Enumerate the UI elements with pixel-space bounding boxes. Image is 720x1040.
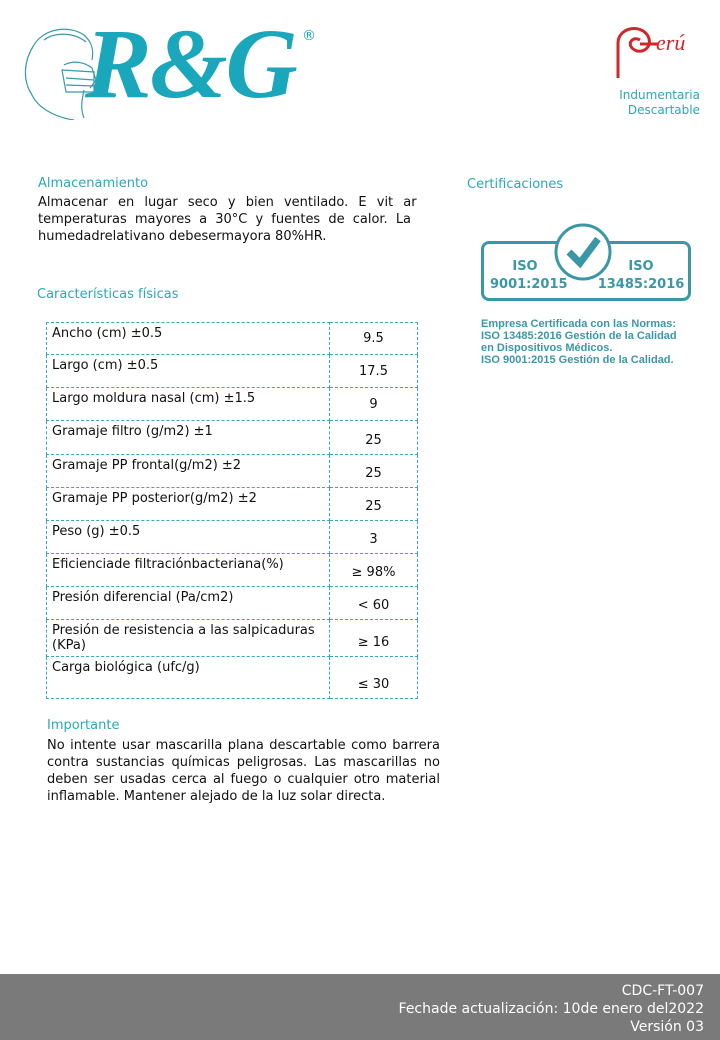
spec-value: ≤ 30 xyxy=(330,657,418,699)
storage-line: temperaturas mayores a 30°C y fuentes de calor. La xyxy=(38,212,412,227)
table-row xyxy=(47,620,418,657)
peru-brand-logo-icon xyxy=(610,18,710,88)
important-text: No intente usar mascarilla plana descartable como barrera contra sustancias químicas peligrosas. Las mascarillas no deben ser usadas cerca al fuego o cualquier otro material inflamable. Mantener alejado de la luz solar directa. xyxy=(47,738,440,804)
cert-line: ISO 13485:2016 Gestión de la Calidad xyxy=(481,330,677,342)
table-row xyxy=(47,521,418,554)
physical-specs-table xyxy=(46,322,418,699)
spec-value: 25 xyxy=(330,455,418,488)
certifications-title: Certificaciones xyxy=(467,177,564,192)
update-date: Fechade actualización: 10de enero del2022 xyxy=(398,1001,704,1017)
spec-label: Largo moldura nasal (cm) ±1.5 xyxy=(47,388,330,421)
spec-value: 9 xyxy=(330,388,418,421)
storage-line: humedadrelativano debesermayora 80%HR. xyxy=(38,229,327,244)
iso-number: 13485:2016 xyxy=(597,277,685,292)
spec-value: 25 xyxy=(330,421,418,455)
spec-value: 25 xyxy=(330,488,418,521)
table-row xyxy=(47,488,418,521)
table-row xyxy=(47,355,418,388)
checkmark-icon xyxy=(553,222,613,282)
certification-text xyxy=(481,318,677,366)
spec-value: ≥ 98% xyxy=(330,554,418,587)
tagline-line: Descartable xyxy=(627,103,700,117)
iso-label: ISO xyxy=(512,259,538,274)
spec-label: Largo (cm) ±0.5 xyxy=(47,355,330,388)
iso-label: ISO xyxy=(628,259,654,274)
document-code: CDC-FT-007 xyxy=(621,983,704,999)
important-title: Importante xyxy=(47,718,120,733)
spec-label: Ancho (cm) ±0.5 xyxy=(47,323,330,355)
registered-mark: ® xyxy=(302,28,316,44)
svg-text:erú: erú xyxy=(656,30,686,55)
storage-text xyxy=(38,194,438,245)
physical-title: Características físicas xyxy=(37,287,179,302)
footer xyxy=(0,974,720,1040)
spec-value: ≥ 16 xyxy=(330,620,418,657)
spec-label: Presión de resistencia a las salpicaduras (KPa) xyxy=(47,620,330,657)
iso-number: 9001:2015 xyxy=(490,277,568,292)
spec-label: Gramaje PP frontal(g/m2) ±2 xyxy=(47,455,330,488)
table-row xyxy=(47,587,418,620)
storage-title: Almacenamiento xyxy=(38,176,149,191)
spec-label: Peso (g) ±0.5 xyxy=(47,521,330,554)
version: Versión 03 xyxy=(630,1019,704,1035)
table-row xyxy=(47,554,418,587)
spec-label: Eficienciade filtraciónbacteriana(%) xyxy=(47,554,330,587)
brand-logo: R&G xyxy=(85,8,296,119)
table-row xyxy=(47,455,418,488)
table-row xyxy=(47,323,418,355)
cert-line: Empresa Certificada con las Normas: xyxy=(481,318,677,330)
spec-label: Presión diferencial (Pa/cm2) xyxy=(47,587,330,620)
spec-value: 17.5 xyxy=(330,355,418,388)
table-row xyxy=(47,388,418,421)
spec-label: Gramaje PP posterior(g/m2) ±2 xyxy=(47,488,330,521)
tagline-line: Indumentaria xyxy=(619,88,700,102)
table-row xyxy=(47,657,418,699)
tagline xyxy=(619,88,700,118)
spec-value: 3 xyxy=(330,521,418,554)
storage-line: Almacenar en lugar seco y bien ventilado. E vit ar xyxy=(38,195,417,210)
cert-line: ISO 9001:2015 Gestión de la Calidad. xyxy=(481,354,674,366)
cert-line: en Dispositivos Médicos. xyxy=(481,342,613,354)
table-row xyxy=(47,421,418,455)
spec-label: Gramaje filtro (g/m2) ±1 xyxy=(47,421,330,455)
spec-value: 9.5 xyxy=(330,323,418,355)
spec-label: Carga biológica (ufc/g) xyxy=(47,657,330,699)
spec-value: < 60 xyxy=(330,587,418,620)
